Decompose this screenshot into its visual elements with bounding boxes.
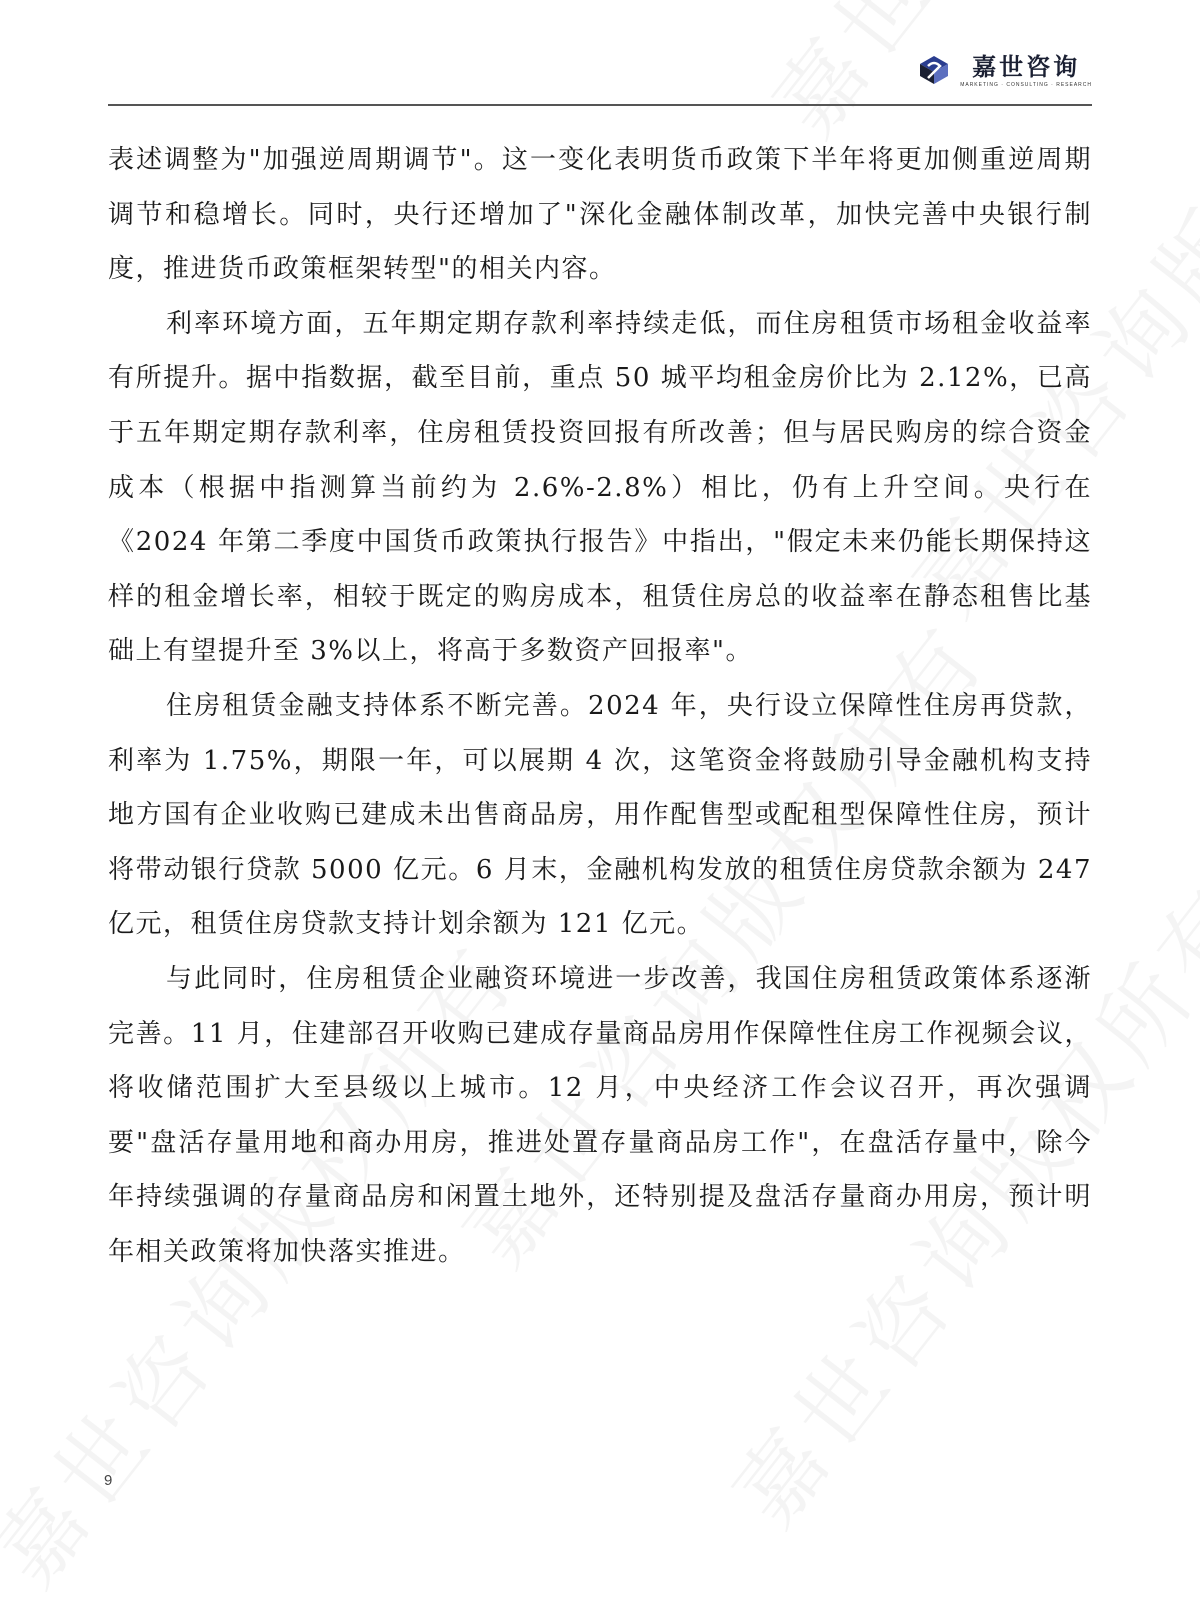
paragraph: 与此同时，住房租赁企业融资环境进一步改善，我国住房租赁政策体系逐渐完善。11 月，住建部召开收购已建成存量商品房用作保障性住房工作视频会议，将收储范围扩大至县级以上城市。12 月，中央经济工作会议召开，再次强调要"盘活存量用地和商办用房，推进处置存量商品房工作"，在盘活存量中，除今年持续强调的存量商品房和闲置土地外，还特别提及盘活存量商办用房，预计明年相关政策将加快落实推进。: [108, 963, 1092, 1267]
page-number: 9: [104, 1472, 113, 1489]
document-body: [108, 133, 1092, 1279]
paragraph: 利率环境方面，五年期定期存款利率持续走低，而住房租赁市场租金收益率有所提升。据中指数据，截至目前，重点 50 城平均租金房价比为 2.12%，已高于五年期定期存款利率，住房租赁投资回报有所改善；但与居民购房的综合资金成本（根据中指测算当前约为 2.6%-2.8%）相比，仍有上升空间。央行在《2024 年第二季度中国货币政策执行报告》中指出，"假定未来仍能长期保持这样的租金增长率，相较于既定的购房成本，租赁住房总的收益率在静态租售比基础上有望提升至 3%以上，将高于多数资产回报率"。: [108, 308, 1092, 667]
page-header: [108, 40, 1092, 106]
brand-tagline: MARKETING · CONSULTING · RESEARCH: [960, 81, 1092, 88]
brand-logo-icon: [916, 52, 952, 88]
brand-logo: [916, 52, 1092, 88]
paragraph: 住房租赁金融支持体系不断完善。2024 年，央行设立保障性住房再贷款，利率为 1.75%，期限一年，可以展期 4 次，这笔资金将鼓励引导金融机构支持地方国有企业收购已建成未出售商品房，用作配售型或配租型保障性住房，预计将带动银行贷款 5000 亿元。6 月末，金融机构发放的租赁住房贷款余额为 247 亿元，租赁住房贷款支持计划余额为 121 亿元。: [108, 690, 1092, 940]
brand-name: 嘉世咨询: [972, 52, 1081, 81]
paragraph: 表述调整为"加强逆周期调节"。这一变化表明货币政策下半年将更加侧重逆周期调节和稳增长。同时，央行还增加了"深化金融体制改革，加快完善中央银行制度，推进货币政策框架转型"的相关内容。: [108, 145, 1092, 285]
